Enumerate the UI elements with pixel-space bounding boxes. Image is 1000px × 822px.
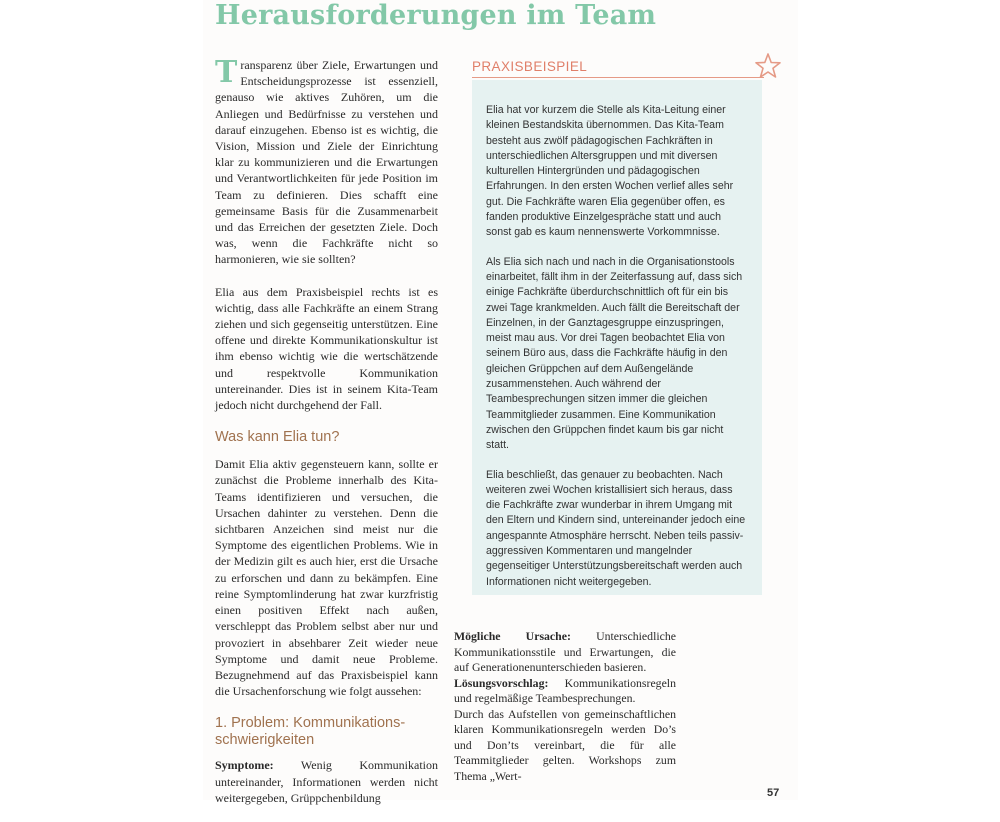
- praxis-paragraph-2: Als Elia sich nach und nach in die Organisationstools einarbeitet, fällt ihm in der Zeiterfassung auf, dass sich einige Fachkräfte überdurchschnittlich oft für ein bis zwei Tage krankmelden. Auch fällt die Bereitschaft der Einzelnen, in der Ganztagesgruppe einzuspringen, meist mau aus. Vor drei Tagen beobachtet Elia von seinem Büro aus, dass die Fachkräfte häufig in den gleichen Grüppchen auf dem Außengelände zusammenstehen. Auch während der Teambesprechungen sitzen immer die gleichen Teammitglieder zusammen. Eine Kommunikation zwischen den Grüppchen findet kaum bis gar nicht statt.: [486, 255, 743, 452]
- problem-heading: 1. Problem: Kommunikations-schwierigkeiten: [215, 715, 406, 749]
- cause-label: Mögliche Ursache:: [454, 629, 571, 643]
- left-column: [215, 57, 438, 822]
- symptom-paragraph: [215, 757, 438, 806]
- right-column: [454, 629, 676, 784]
- solution-label: Lösungsvorschlag:: [454, 675, 549, 690]
- praxis-heading: PRAXISBEISPIEL: [472, 59, 764, 78]
- praxis-paragraph-1: Elia hat vor kurzem die Stelle als Kita-Leitung einer kleinen Bestandskita übernommen. Das Kita-Team besteht aus zwölf pädagogischen Fachkräften in unterschiedlichen Altersgruppen und mit diversen kulturellen Hintergründen und pädagogischen Erfahrungen. In den ersten Wochen verlief alles sehr gut. Die Fachkräfte waren Elia gegenüber offen, es fanden produktive Einzelgespräche statt und auch sonst gab es kaum nennenswerte Vorkommnisse.: [486, 104, 734, 239]
- page-number: 57: [767, 787, 780, 799]
- symptom-label: Symptome:: [215, 758, 274, 773]
- cause-paragraph: [454, 629, 676, 676]
- rules-paragraph: Durch das Aufstellen von gemeinschaftlichen klaren Kommunikationsregeln werden Do’s und Don’ts vereinbart, die für alle Teammitglieder gelten. Workshops zum Thema „Wert-: [454, 706, 676, 783]
- solution-text: Kommunikationsregeln und regelmäßige Teambesprechungen.: [454, 675, 676, 705]
- intro-text: ransparenz über Ziele, Erwartungen und Entscheidungsprozesse ist essenziell, genauso wie aktives Zuhören, um die Anliegen und Bedürfnisse zu verstehen und darauf einzugehen. Ebenso ist es wichtig, die Vision, Mission und Ziele der Einrichtung klar zu kommunizieren und die Erwartungen und Verantwortlichkeiten für jede Position im Team zu definieren. Dies schafft eine gemeinsame Basis für die Zusammenarbeit und das Erreichen der gesetzten Ziele. Doch was, wenn die Fachkräfte nicht so harmonieren, wie sie sollten?: [215, 58, 438, 267]
- drop-cap: T: [215, 55, 238, 90]
- page-title: Herausforderungen im Team: [215, 0, 657, 31]
- praxis-paragraph-3: Elia beschließt, das genauer zu beobachten. Nach weiteren zwei Wochen kristallisiert sich heraus, dass die Fachkräfte zwar wunderbar in ihrem Umgang mit den Eltern und Kindern sind, untereinander jedoch eine angespannte Atmosphäre herrscht. Neben teils passiv-aggressiven Kommentaren und mangelnder gegenseitiger Unterstützungsbereitschaft werden auch Informationen nicht weitergegeben.: [486, 468, 746, 588]
- praxis-box: [472, 80, 762, 595]
- cause-research-paragraph: Damit Elia aktiv gegensteuern kann, sollte er zunächst die Probleme innerhalb des Kita-Teams identifizieren und versuchen, die Ursachen dahinter zu verstehen. Denn die sichtbaren Anzeichen sind meist nur die Symptome des eigentlichen Problems. Wie in der Medizin gilt es auch hier, erst die Ursache zu erforschen und dann zu bekämpfen. Eine reine Symptomlinderung hat zwar kurzfristig einen positiven Effekt nach außen, verschleppt das Problem selbst aber nur und provoziert in absehbarer Zeit wieder neue Symptome und damit neue Probleme. Bezugnehmend auf das Praxisbeispiel kann die Ursachenforschung wie folgt aussehen:: [215, 457, 438, 699]
- elia-paragraph: Elia aus dem Praxisbeispiel rechts ist es wichtig, dass alle Fachkräfte an einem Strang ziehen und sich gegenseitig unterstützen. Eine offene und direkte Kommunikationskultur ist ihm ebenso wichtig wie die wertschätzende und respektvolle Kommunikation untereinander. Dies ist in seinem Kita-Team jedoch nicht durchgehend der Fall.: [215, 284, 438, 413]
- star-icon: [754, 52, 782, 80]
- solution-paragraph: [454, 676, 676, 707]
- cause-text: Unterschiedliche Kommunikationsstile und Erwartungen, die auf Generationenunterschieden basieren.: [454, 629, 676, 674]
- question-heading: Was kann Elia tun?: [215, 429, 340, 446]
- intro-paragraph: [215, 57, 438, 268]
- symptom-text: Wenig Kommunikation untereinander, Informationen werden nicht weitergegeben, Grüppchenbildung: [215, 758, 438, 805]
